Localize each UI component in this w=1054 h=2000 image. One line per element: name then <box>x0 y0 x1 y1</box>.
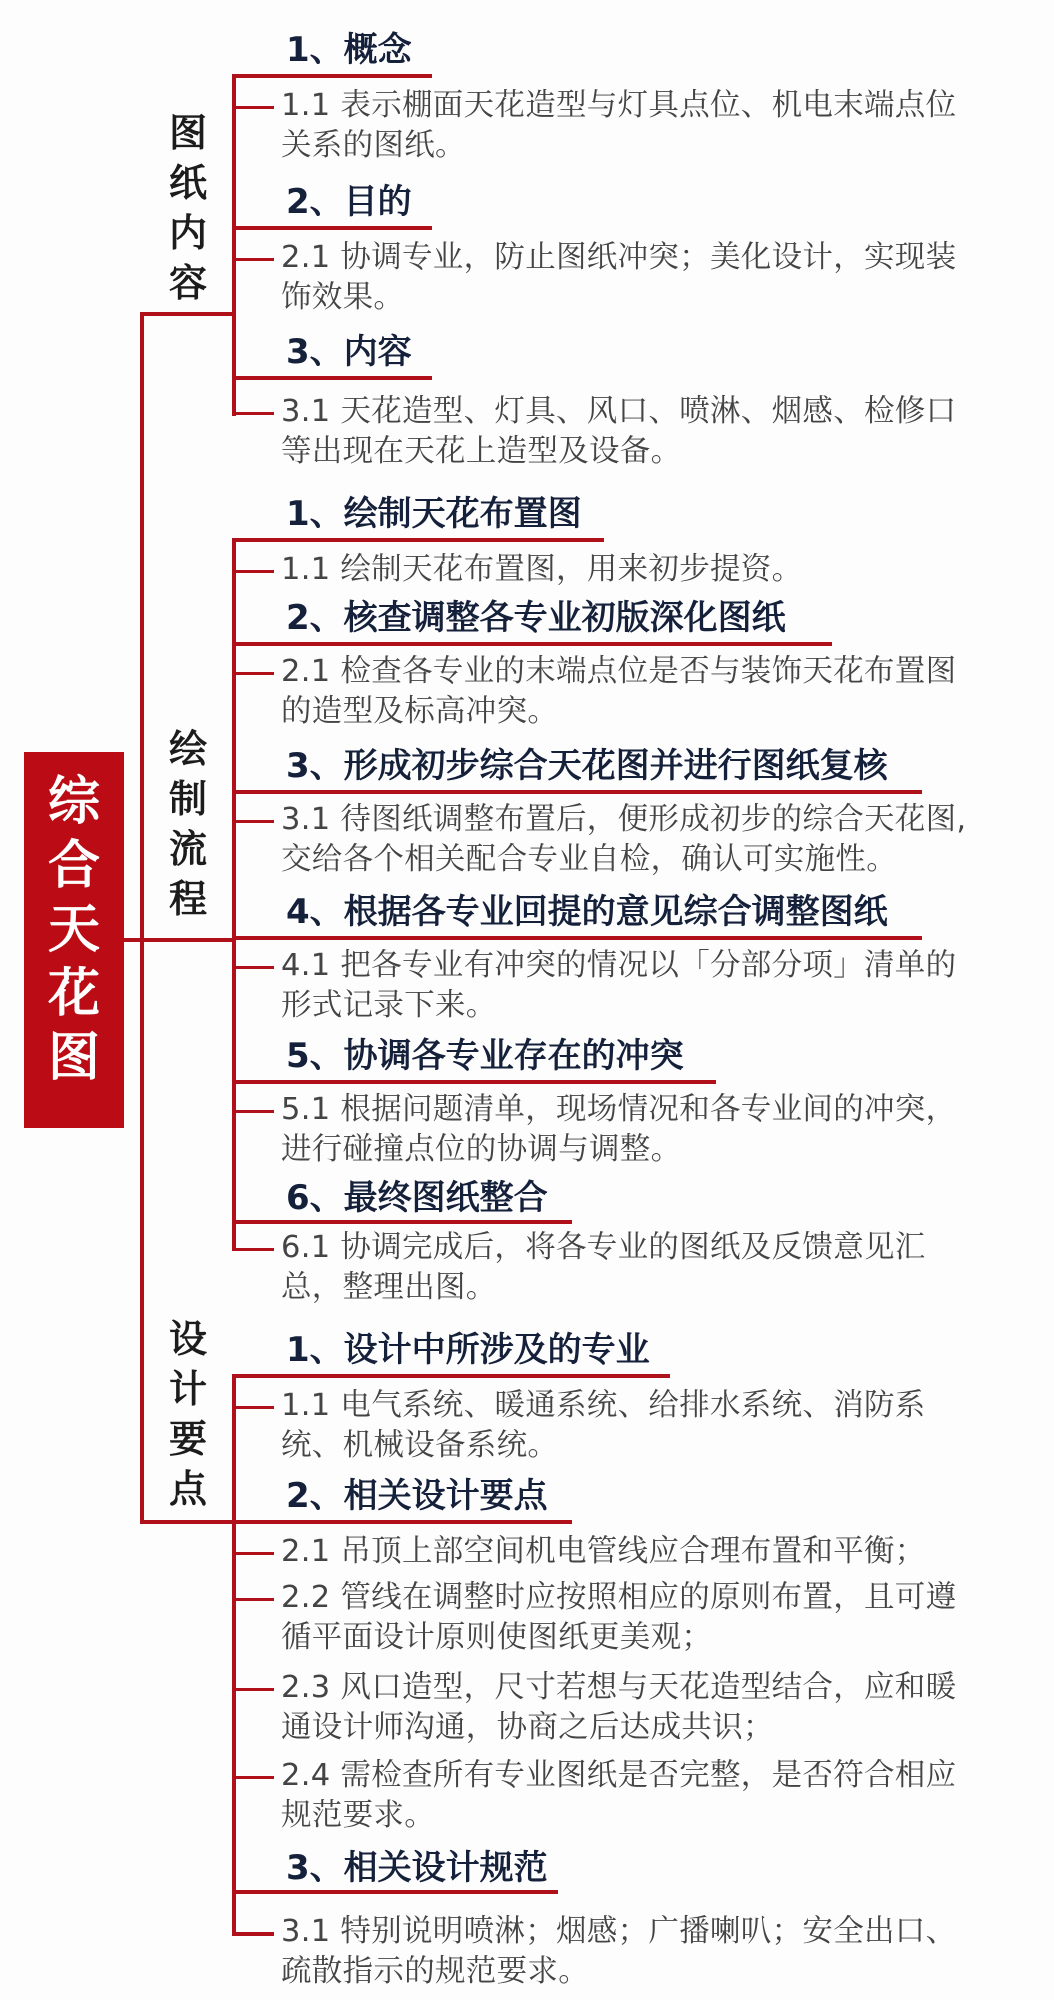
section-label-char: 点 <box>168 1467 207 1511</box>
detail-connector <box>232 570 274 573</box>
detail-connector <box>232 966 274 969</box>
root-title-char: 花 <box>47 964 100 1024</box>
detail-connector <box>232 1110 274 1113</box>
node-heading: 3、形成初步综合天花图并进行图纸复核 <box>286 746 888 786</box>
heading-underline <box>232 790 922 794</box>
node-heading: 1、概念 <box>286 30 412 70</box>
detail-connector <box>232 412 274 415</box>
detail-connector <box>232 1248 274 1251</box>
heading-underline <box>232 1080 716 1084</box>
root-title-char: 天 <box>47 900 100 960</box>
section-1-branch <box>140 312 232 316</box>
node-detail: 2.1 检查各专业的末端点位是否与装饰天花布置图的造型及标高冲突。 <box>281 654 957 729</box>
node-detail: 2.4 需检查所有专业图纸是否完整，是否符合相应规范要求。 <box>281 1758 957 1833</box>
node-heading: 3、内容 <box>286 332 412 372</box>
node-heading: 1、设计中所涉及的专业 <box>286 1330 650 1370</box>
detail-connector <box>232 106 274 109</box>
detail-connector <box>232 1406 274 1409</box>
node-detail: 2.1 协调专业，防止图纸冲突；美化设计，实现装饰效果。 <box>281 240 957 315</box>
section-label-drawing-process <box>155 724 221 924</box>
node-detail: 3.1 待图纸调整布置后，便形成初步的综合天花图,交给各个相关配合专业自检，确认可实施性。 <box>281 802 967 877</box>
detail-connector <box>232 1932 274 1936</box>
detail-connector <box>232 1688 274 1691</box>
node-heading: 2、相关设计要点 <box>286 1476 548 1516</box>
root-title-char: 综 <box>47 772 100 832</box>
node-heading: 2、目的 <box>286 182 412 222</box>
section-label-char: 制 <box>168 777 207 821</box>
detail-connector <box>232 258 274 261</box>
section-label-char: 内 <box>168 211 207 255</box>
section-label-design-points <box>155 1314 221 1514</box>
section-1-spine <box>232 74 236 416</box>
heading-underline <box>232 1374 670 1378</box>
heading-underline <box>232 1520 572 1524</box>
node-detail: 3.1 天花造型、灯具、风口、喷淋、烟感、检修口等出现在天花上造型及设备。 <box>281 394 957 469</box>
node-heading: 1、绘制天花布置图 <box>286 494 582 534</box>
heading-underline <box>232 376 432 380</box>
section-label-char: 程 <box>168 877 207 921</box>
node-heading: 5、协调各专业存在的冲突 <box>286 1036 684 1076</box>
node-detail: 6.1 协调完成后，将各专业的图纸及反馈意见汇总，整理出图。 <box>281 1230 926 1305</box>
detail-connector <box>232 1776 274 1779</box>
root-node <box>24 752 124 1128</box>
section-3-spine <box>232 1374 236 1936</box>
section-label-char: 图 <box>168 111 207 155</box>
heading-underline <box>232 226 432 230</box>
node-detail: 4.1 把各专业有冲突的情况以「分部分项」清单的形式记录下来。 <box>281 948 957 1023</box>
section-label-drawing-content <box>155 108 221 308</box>
section-label-char: 设 <box>168 1317 207 1361</box>
heading-underline <box>232 1220 572 1224</box>
root-spine <box>140 314 144 1524</box>
section-3-branch <box>140 1520 232 1524</box>
node-heading: 3、相关设计规范 <box>286 1848 548 1888</box>
detail-connector <box>232 1552 274 1555</box>
heading-underline <box>232 936 922 940</box>
heading-underline <box>232 1890 558 1894</box>
section-label-char: 绘 <box>168 727 207 771</box>
root-title-char: 图 <box>47 1028 100 1088</box>
section-label-char: 流 <box>168 827 207 871</box>
node-detail: 2.3 风口造型，尺寸若想与天花造型结合，应和暖通设计师沟通，协商之后达成共识； <box>281 1670 957 1745</box>
section-label-char: 计 <box>168 1367 207 1411</box>
node-heading: 6、最终图纸整合 <box>286 1178 548 1218</box>
node-detail: 1.1 表示棚面天花造型与灯具点位、机电末端点位关系的图纸。 <box>281 88 957 163</box>
heading-underline <box>232 642 832 646</box>
node-heading: 4、根据各专业回提的意见综合调整图纸 <box>286 892 888 932</box>
detail-connector <box>232 820 274 823</box>
node-detail: 2.1 吊顶上部空间机电管线应合理布置和平衡； <box>281 1534 926 1569</box>
node-detail: 1.1 电气系统、暖通系统、给排水系统、消防系统、机械设备系统。 <box>281 1388 926 1463</box>
node-detail: 3.1 特别说明喷淋；烟感；广播喇叭；安全出口、疏散指示的规范要求。 <box>281 1914 957 1989</box>
node-detail: 2.2 管线在调整时应按照相应的原则布置，且可遵循平面设计原则使图纸更美观； <box>281 1580 957 1655</box>
node-detail: 1.1 绘制天花布置图，用来初步提资。 <box>281 552 803 587</box>
section-label-char: 容 <box>168 261 207 305</box>
heading-underline <box>232 538 604 542</box>
section-label-char: 纸 <box>168 161 207 205</box>
heading-underline <box>232 74 432 78</box>
node-heading: 2、核查调整各专业初版深化图纸 <box>286 598 786 638</box>
detail-connector <box>232 672 274 675</box>
node-detail: 5.1 根据问题清单，现场情况和各专业间的冲突，进行碰撞点位的协调与调整。 <box>281 1092 957 1167</box>
section-label-char: 要 <box>168 1417 207 1461</box>
section-2-branch <box>140 938 232 942</box>
root-title-char: 合 <box>47 836 100 896</box>
detail-connector <box>232 1598 274 1601</box>
